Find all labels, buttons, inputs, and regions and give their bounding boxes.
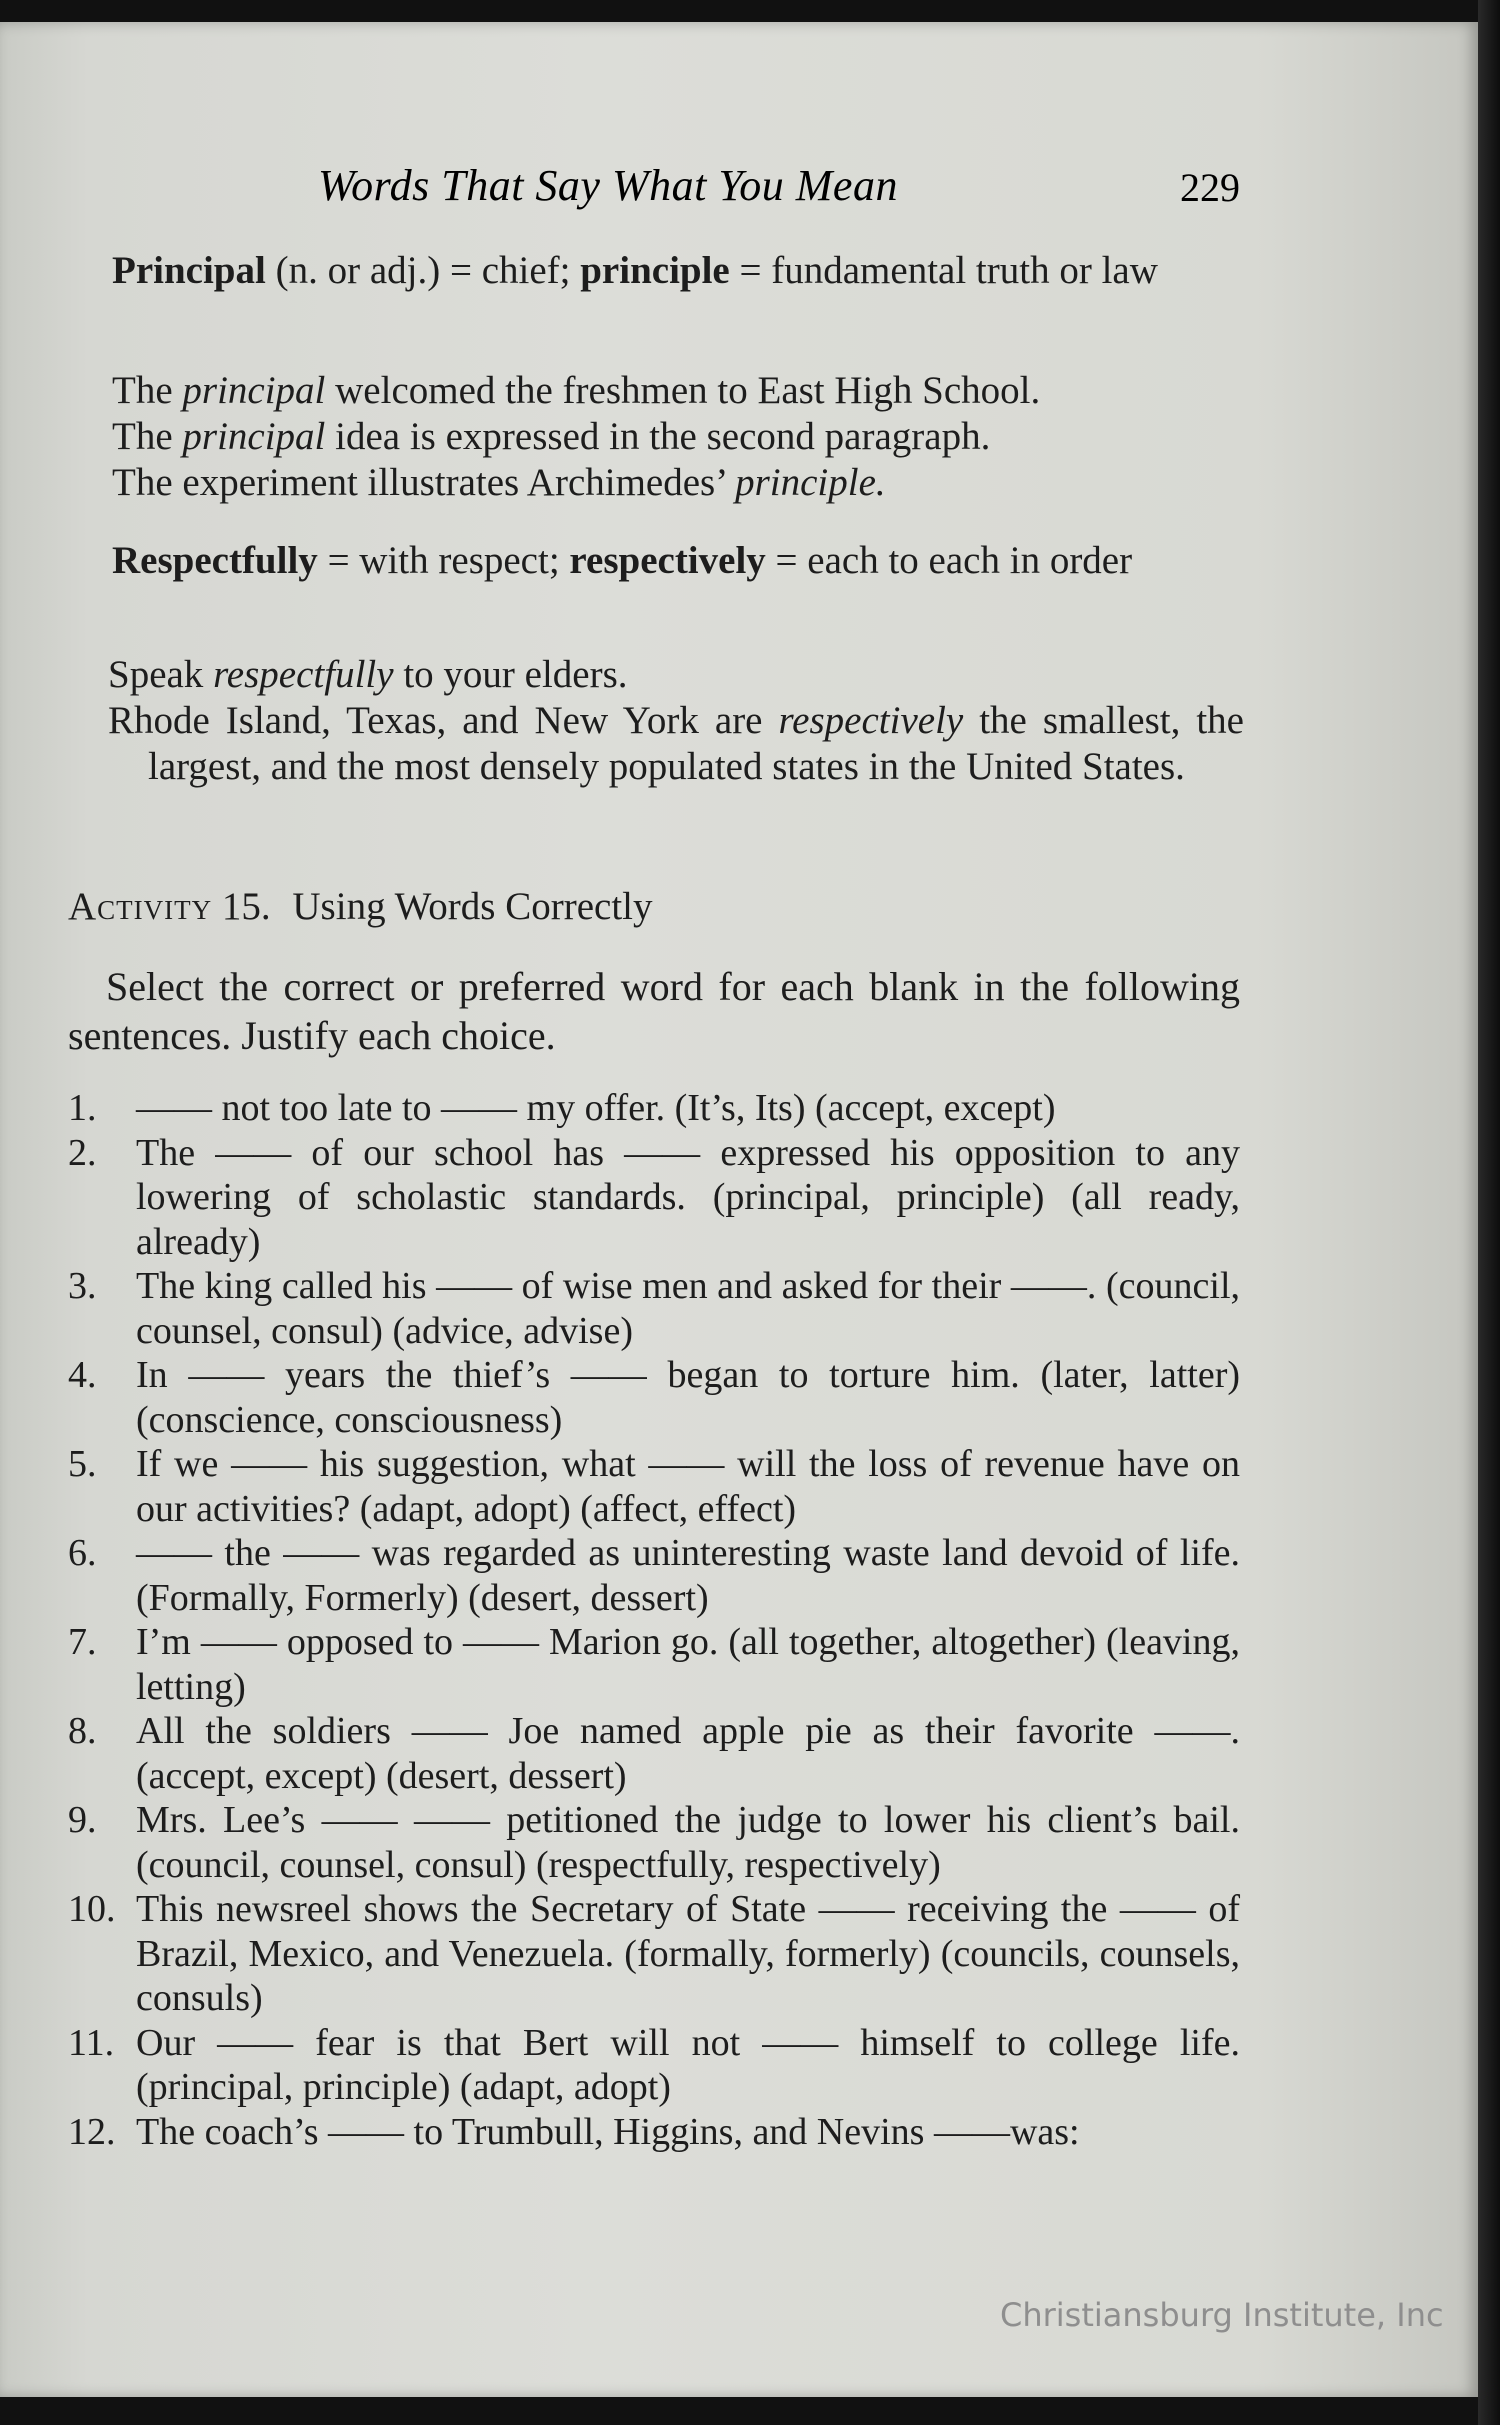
respectfully-examples <box>108 652 1244 790</box>
example-line: The experiment illustrates Archimedes’ principle. <box>112 461 886 504</box>
respectfully-meaning: = with respect; <box>317 539 570 582</box>
activity-label: Activity <box>68 885 213 928</box>
page-header <box>68 160 1240 220</box>
watermark: Christiansburg Institute, Inc <box>1000 2296 1444 2334</box>
principal-meaning: (n. or adj.) = chief; <box>265 249 581 292</box>
exercise-item: 8. All the soldiers —— Joe named apple pie as their favorite ——. (accept, except) (desert, dessert) <box>68 1710 1240 1797</box>
principle-meaning: = fundamental truth or law <box>729 249 1158 292</box>
term-principle: principle <box>580 249 730 292</box>
example-line: Rhode Island, Texas, and New York are respectively the smallest, the largest, and the most densely populated states in the United States. <box>108 699 1244 788</box>
example-line: Speak respectfully to your elders. <box>108 653 628 696</box>
exercise-item: 1. —— not too late to —— my offer. (It’s, Its) (accept, except) <box>68 1087 1056 1129</box>
exercise-item: 4. In —— years the thief’s —— began to torture him. (later, latter) (conscience, consciousness) <box>68 1354 1240 1441</box>
exercise-item: 9. Mrs. Lee’s —— —— petitioned the judge to lower his client’s bail. (council, counsel, consul) (respectfully, respectively) <box>68 1799 1240 1886</box>
example-line: The principal idea is expressed in the second paragraph. <box>112 415 991 458</box>
respectively-meaning: = each to each in order <box>765 539 1133 582</box>
term-respectively: respectively <box>569 539 766 582</box>
principal-examples <box>112 368 1240 506</box>
exercise-item: 7. I’m —— opposed to —— Marion go. (all together, altogether) (leaving, letting) <box>68 1621 1240 1708</box>
exercise-item: 6. —— the —— was regarded as uninteresting waste land devoid of life. (Formally, Formerly) (desert, dessert) <box>68 1532 1240 1619</box>
activity-heading <box>68 884 1240 930</box>
page-number: 229 <box>1180 165 1240 210</box>
exercise-item: 10. This newsreel shows the Secretary of State —— receiving the —— of Brazil, Mexico, and Venezuela. (formally, formerly) (councils, counsels, consuls) <box>68 1888 1240 2019</box>
respectfully-definition <box>68 538 1240 584</box>
activity-number: 15. <box>221 885 271 928</box>
exercise-item: 11. Our —— fear is that Bert will not —— himself to college life. (principal, principle) (adapt, adopt) <box>68 2021 1240 2108</box>
exercise-item: 3. The king called his —— of wise men and asked for their ——. (council, counsel, consul) (advice, advise) <box>68 1265 1240 1352</box>
running-title: Words That Say What You Mean <box>318 161 898 210</box>
exercise-item: 2. The —— of our school has —— expressed his opposition to any lowering of scholastic standards. (principal, principle) (all ready, already) <box>68 1131 1240 1263</box>
activity-title: Using Words Correctly <box>292 885 653 928</box>
exercise-list <box>68 1086 1240 2154</box>
example-line: The principal welcomed the freshmen to East High School. <box>112 369 1041 412</box>
exercise-item: 5. If we —— his suggestion, what —— will the loss of revenue have on our activities? (adapt, adopt) (affect, effect) <box>68 1443 1240 1530</box>
page-edge-shadow <box>1478 0 1500 2425</box>
term-respectfully: Respectfully <box>112 539 318 582</box>
principal-definition <box>68 248 1240 294</box>
term-principal: Principal <box>112 249 266 292</box>
exercise-item: 12. The coach’s —— to Trumbull, Higgins, and Nevins ——was: <box>68 2110 1080 2153</box>
activity-instructions: Select the correct or preferred word for each blank in the following sentences. Justify each choice. <box>68 964 1240 1058</box>
